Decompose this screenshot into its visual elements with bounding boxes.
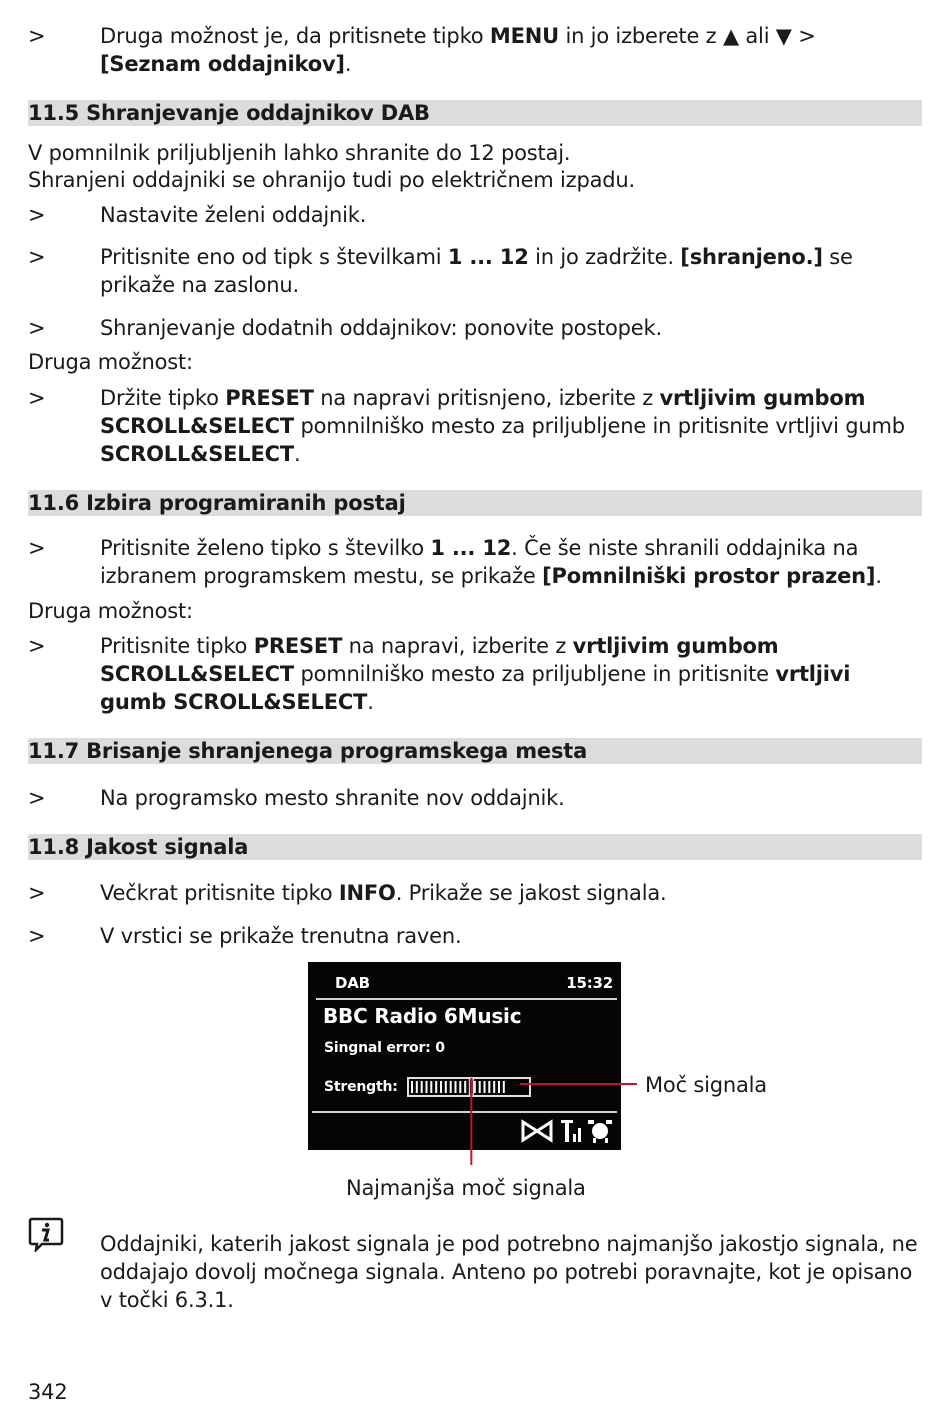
list-item: > Pritisnite eno od tipk s številkami 1 ... 12 in jo zadržite. [shranjeno.] se prikaže na zaslonu.	[28, 245, 853, 297]
paragraph: V pomnilnik priljubljenih lahko shranite do 12 postaj.	[28, 141, 571, 165]
bullet-marker: >	[28, 24, 46, 48]
list-item: > Večkrat pritisnite tipko INFO. Prikaže se jakost signala.	[28, 881, 667, 905]
section-heading-11-8: 11.8 Jakost signala	[28, 834, 922, 860]
page-number: 342	[28, 1380, 68, 1404]
section-heading-11-7: 11.7 Brisanje shranjenega programskega mesta	[28, 738, 922, 764]
list-item: > V vrstici se prikaže trenutna raven.	[28, 924, 462, 948]
list-item: > Shranjevanje dodatnih oddajnikov: ponovite postopek.	[28, 316, 662, 340]
signal-error: Singnal error: 0	[324, 1040, 445, 1056]
list-item: > Nastavite želeni oddajnik.	[28, 203, 367, 227]
section-heading-11-5: 11.5 Shranjevanje oddajnikov DAB	[28, 100, 922, 126]
list-item: > Pritisnite želeno tipko s številko 1 ... 12. Če še niste shranili oddajnika na izbranem programskem mestu, se prikaže [Pomnilniški prostor prazen].	[28, 536, 882, 588]
paragraph: Druga možnost:	[28, 350, 193, 374]
list-item: > Na programsko mesto shranite nov oddajnik.	[28, 786, 565, 810]
minimum-strength-caption: Najmanjša moč signala	[346, 1176, 586, 1200]
note-text: Oddajniki, katerih jakost signala je pod potrebno najmanjšo jakostjo signala, ne oddajajo dovolj močnega signala. Anteno po potrebi poravnajte, kot je opisano v točki 6.3.1.	[100, 1232, 918, 1312]
list-item: > Držite tipko PRESET na napravi pritisnjeno, izberite z vrtljivim gumbom SCROLL&SELECT pomnilniško mesto za priljubljene in pritisnite vrtljivi gumb SCROLL&SELECT.	[28, 386, 905, 466]
paragraph: Druga možnost:	[28, 599, 193, 623]
signal-strength-caption: Moč signala	[645, 1073, 767, 1097]
intro-bullet: > Druga možnost je, da pritisnete tipko MENU in jo izberete z ▲ ali ▼ > [Seznam oddajnikov].	[28, 24, 816, 76]
station-name: BBC Radio 6Music	[323, 1004, 522, 1028]
info-note-icon	[28, 1216, 64, 1252]
display-mode: DAB	[335, 974, 370, 992]
section-heading-11-6: 11.6 Izbira programiranih postaj	[28, 490, 922, 516]
list-item: > Pritisnite tipko PRESET na napravi, izberite z vrtljivim gumbom SCROLL&SELECT pomnilniško mesto za priljubljene in pritisnite vrtljivi gumb SCROLL&SELECT.	[28, 634, 851, 714]
paragraph: Shranjeni oddajniki se ohranijo tudi po električnem izpadu.	[28, 168, 636, 192]
display-time: 15:32	[566, 974, 613, 992]
strength-label: Strength:	[324, 1079, 398, 1095]
